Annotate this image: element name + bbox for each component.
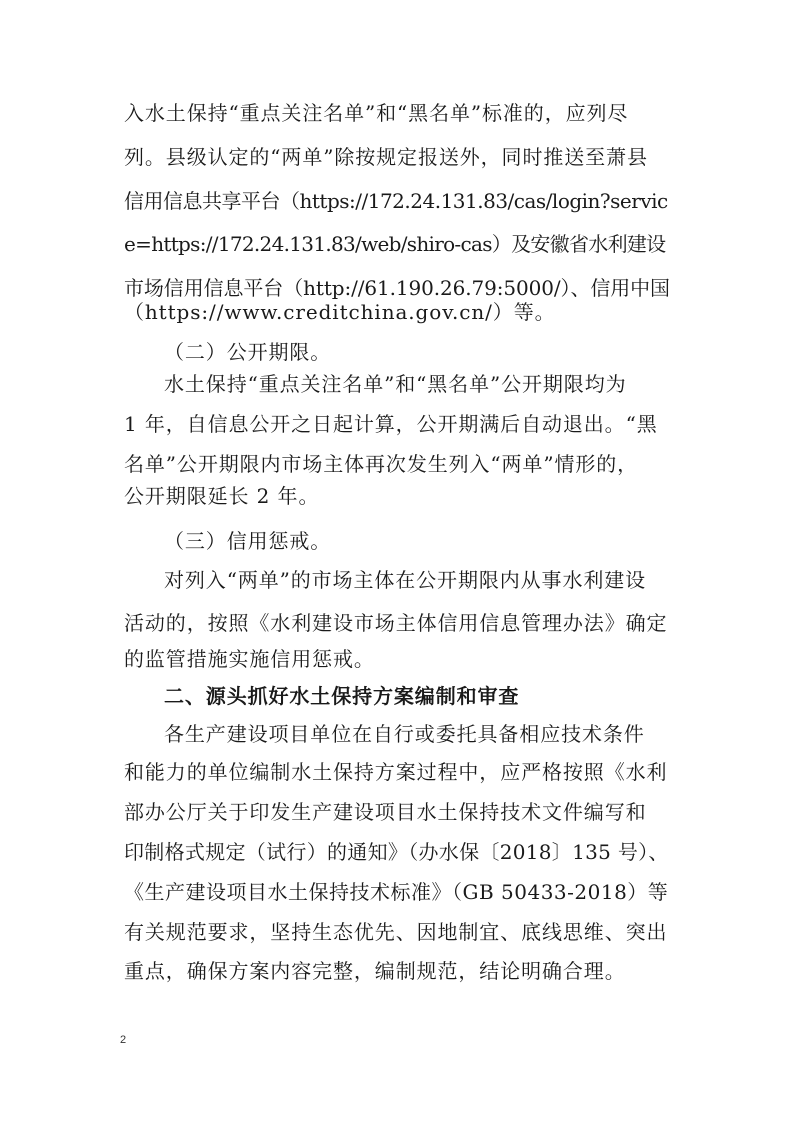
body-text-line: 名单”公开期限内市场主体再次发生列入“两单”情形的， [124,452,639,476]
body-text-line: 印制格式规定（试行）的通知》（办水保〔2018〕135 号）、 [124,840,669,864]
body-text-line: 部办公厅关于印发生产建设项目水土保持技术文件编写和 [124,800,647,824]
body-text-line: 对列入“两单”的市场主体在公开期限内从事水利建设 [164,568,647,592]
body-text-line: 1 年，自信息公开之日起计算，公开期满后自动退出。“黑 [124,412,658,436]
body-text-line: 信用信息共享平台（https://172.24.131.83/cas/login?servic [124,189,668,213]
body-text-line: e=https://172.24.131.83/web/shiro-cas）及安徽省水利建设 [124,232,666,256]
body-text-line: 《生产建设项目水土保持技术标准》（GB 50433-2018）等 [124,880,669,904]
body-text-line: 市场信用信息平台（http://61.190.26.79:5000/）、信用中国 [124,276,670,300]
body-text-line: 公开期限延长 2 年。 [124,484,320,508]
section-heading: （二）公开期限。 [164,340,332,364]
body-text-line: （https://www.creditchina.gov.cn/）等。 [124,300,556,324]
body-text-line: 列。县级认定的“两单”除按规定报送外，同时推送至萧县 [124,145,648,169]
body-text-line: 活动的，按照《水利建设市场主体信用信息管理办法》确定 [124,611,668,635]
body-text-line: 重点，确保方案内容完整，编制规范，结论明确合理。 [124,959,626,983]
section-heading: （三）信用惩戒。 [164,529,332,553]
page-number: 2 [120,1034,127,1046]
body-text-line: 和能力的单位编制水土保持方案过程中，应严格按照《水利 [124,760,668,784]
body-text-line: 入水土保持“重点关注名单”和“黑名单”标准的，应列尽 [124,101,629,125]
body-text-line: 水土保持“重点关注名单”和“黑名单”公开期限均为 [164,372,627,396]
body-text-line: 的监管措施实施信用惩戒。 [124,647,375,671]
chapter-heading: 二、源头抓好水土保持方案编制和审查 [164,684,520,708]
body-text-line: 各生产建设项目单位在自行或委托具备相应技术条件 [164,722,645,746]
body-text-line: 有关规范要求，坚持生态优先、因地制宜、底线思维、突出 [124,920,668,944]
